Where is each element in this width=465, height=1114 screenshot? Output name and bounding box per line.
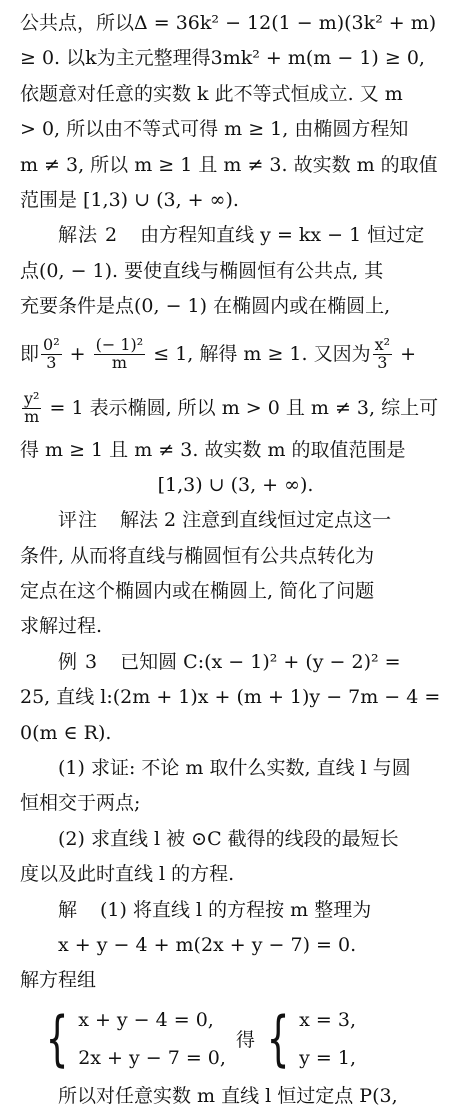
text-line-1: 公共点，所以Δ = 36k² − 12(1 − m)(3k² + m)	[20, 12, 437, 34]
solution-text: (1) 将直线 l 的方程按 m 整理为	[100, 898, 372, 921]
left-brace-result-icon: {	[266, 1003, 290, 1074]
system-equations	[78, 1004, 226, 1074]
example-3-label: 例 3	[58, 650, 99, 673]
method-2-text: 由方程知直线 y = kx − 1 恒过定	[140, 224, 425, 247]
inequality-text: ≤ 1, 解得 m ≥ 1. 又因为	[153, 342, 371, 365]
comment-heading-line	[20, 503, 451, 538]
solution-label: 解	[58, 898, 79, 921]
text-line-28: 所以对任意实数 m 直线 l 恒过定点 P(3,	[58, 1084, 398, 1107]
comment-text: 解法 2 注意到直线恒过定点这一	[120, 509, 392, 532]
fraction-y-squared-over-m: $\frac{\text{y²}}{m}$	[24, 389, 40, 427]
fraction-0-squared-over-3: $\frac{\text{0²}}{3}$	[43, 335, 60, 373]
fraction-x-squared-over-3: $\frac{\text{x²}}{3}$	[374, 335, 391, 373]
text-line-6: 范围是 [1,3) ∪ (3, + ∞).	[20, 188, 239, 211]
equation-system	[20, 999, 451, 1079]
text-line-16: 定点在这个椭圆内或在椭圆上, 简化了问题	[20, 580, 375, 603]
text-line-3: 依题意对任意的实数 k 此不等式恒成立. 又 m	[20, 82, 403, 105]
text-line-12: 得 m ≥ 1 且 m ≠ 3. 故实数 m 的取值范围是	[20, 438, 406, 461]
equation-line: x + y − 4 + m(2x + y − 7) = 0.	[58, 933, 357, 956]
text-line-19: 25, 直线 l:(2m + 1)x + (m + 1)y − 7m − 4 =	[20, 686, 441, 709]
example-3-heading-line	[20, 645, 451, 680]
plus-sign-end: +	[400, 342, 417, 365]
text-line-15: 条件, 从而将直线与椭圆恒有公共点转化为	[20, 544, 375, 567]
left-brace-icon: {	[45, 1003, 69, 1074]
text-line-2: ≥ 0. 以k为主元整理得3mk² + m(m − 1) ≥ 0,	[20, 47, 425, 70]
text-line-8: 点(0, − 1). 要使直线与椭圆恒有公共点, 其	[20, 259, 384, 282]
text-line-4: > 0, 所以由不等式可得 m ≥ 1, 由椭圆方程知	[20, 118, 409, 141]
example-3-text: 已知圆 C:(x − 1)² + (y − 2)² =	[120, 650, 401, 673]
de-connector: 得	[235, 1029, 255, 1052]
method-2-label: 解法 2	[58, 224, 119, 247]
fraction-inequality-line	[20, 325, 451, 383]
text-line-24: 度以及此时直线 l 的方程.	[20, 863, 235, 886]
system-equation-1: x + y − 4 = 0,	[78, 1008, 214, 1031]
question-2-line: (2) 求直线 l 被 ⊙C 截得的线段的最短长	[58, 827, 399, 850]
text-line-27: 解方程组	[20, 969, 97, 992]
plus-sign: +	[69, 342, 86, 365]
question-1-line: (1) 求证: 不论 m 取什么实数, 直线 l 与圆	[58, 757, 411, 780]
solution-heading-line	[20, 893, 451, 928]
text-line-22: 恒相交于两点;	[20, 792, 141, 815]
text-line-20: 0(m ∈ R).	[20, 721, 112, 744]
ellipse-line	[20, 383, 451, 433]
method-2-heading-line	[20, 218, 451, 253]
text-line-17: 求解过程.	[20, 615, 103, 638]
system-equation-2: 2x + y − 7 = 0,	[78, 1046, 226, 1069]
system-results	[299, 1004, 356, 1074]
text-line-5: m ≠ 3, 所以 m ≥ 1 且 m ≠ 3. 故实数 m 的取值	[20, 153, 438, 176]
fraction-neg1-squared-over-m: $\frac{\text{(− 1)²}}{m}$	[95, 335, 144, 373]
text-line-13: [1,3) ∪ (3, + ∞).	[157, 473, 314, 496]
ellipse-text: = 1 表示椭圆, 所以 m > 0 且 m ≠ 3, 综上可	[49, 396, 439, 419]
comment-label: 评注	[58, 509, 99, 532]
system-result-2: y = 1,	[299, 1046, 357, 1069]
system-result-1: x = 3,	[299, 1008, 356, 1031]
prefix-ji: 即	[20, 342, 40, 365]
text-line-9: 充要条件是点(0, − 1) 在椭圆内或在椭圆上,	[20, 295, 391, 318]
